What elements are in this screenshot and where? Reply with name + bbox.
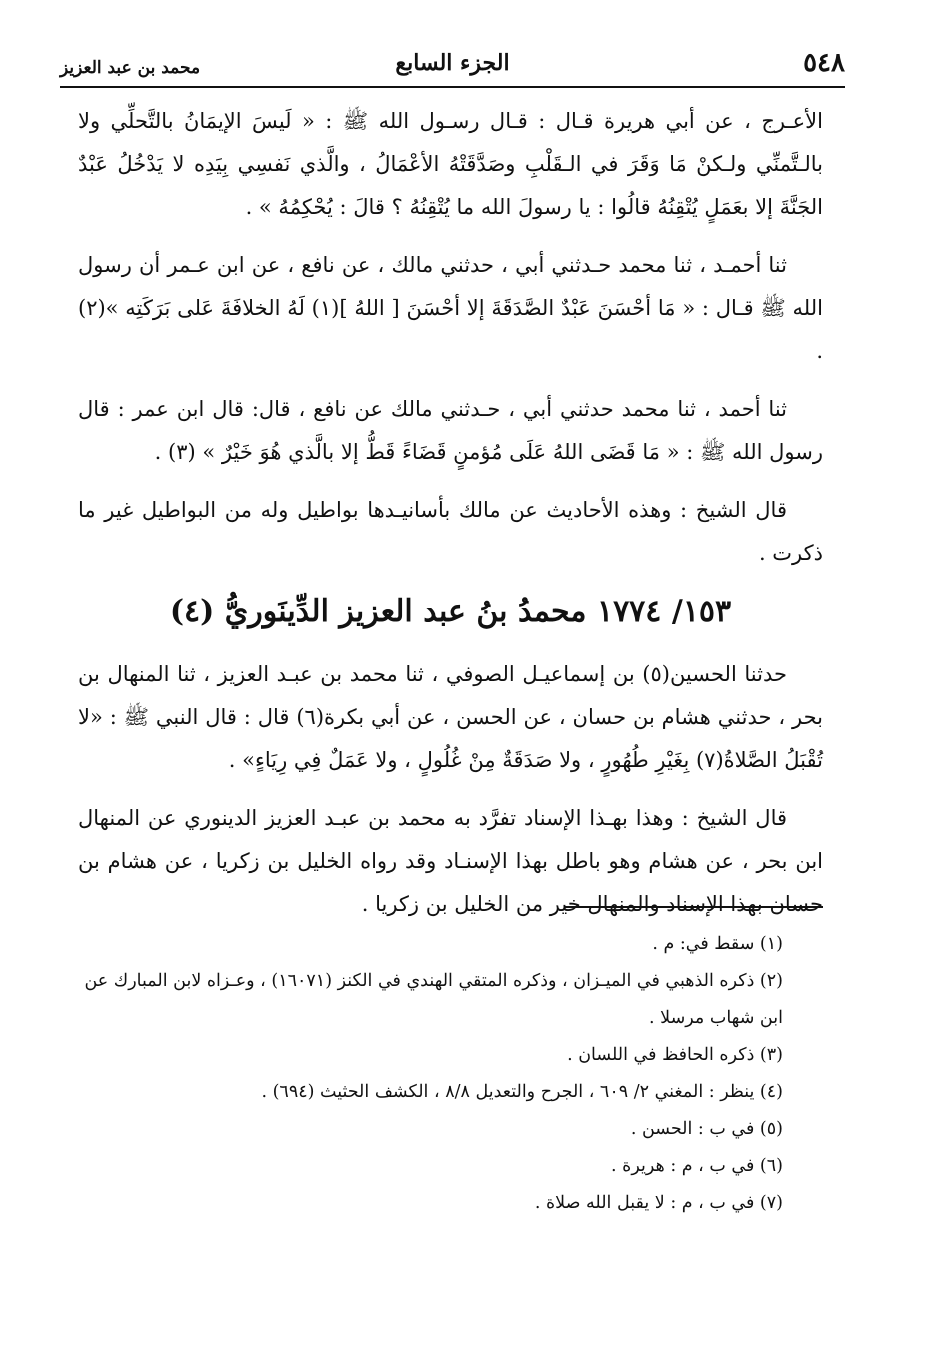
- hadith-paragraph: حدثنا الحسين(٥) بن إسماعيـل الصوفي ، ثنا محمد بن عبـد العزيز ، ثنا المنهال بن بحر ، حدثني هشام بن حسان ، عن الحسن ، عن أبي بكرة(٦) قال : قال النبي ﷺ : «لا تُقْبَلُ الصَّلاةُ(٧) بِغَيْرِ طُهُورٍ ، ولا صَدَقَةٌ مِنْ غُلُولٍ ، ولا عَمَلٌ فِي رِيَاءٍ» .: [78, 662, 823, 772]
- main-text: [78, 100, 823, 941]
- volume-title: الجزء السابع: [395, 50, 510, 76]
- hadith-paragraph: الأعـرج ، عن أبي هريرة قـال : قـال رسـول الله ﷺ : « لَيسَ الإيمَانُ بالتَّحلِّي ولا بالـتَّمنِّي ولـكنْ مَا وَقَرَ في الـقَلْبِ وصَدَّقَتْهُ الأعْمَالُ ، والَّذي نَفسِي بِيَدِه لا يَدْخُلُ عَبْدٌ الجَنَّةَ إلا بعَمَلٍ يُتْقِنُهُ قالُوا : يا رسولَ الله ما يُتْقِنُهُ ؟ قالَ : يُحْكِمُهُ » .: [78, 109, 823, 219]
- header-rule: [60, 86, 845, 88]
- footnote: (٦) في ب ، م : هريرة .: [611, 1156, 783, 1176]
- footnote: (٢) ذكره الذهبي في الميـزان ، وذكره المتقي الهندي في الكنز (١٦٠٧١) ، وعـزاه لابن المبارك عن ابن شهاب مرسلا .: [84, 971, 783, 1028]
- page-number: ٥٤٨: [803, 48, 845, 78]
- footnote: (٥) في ب : الحسن .: [630, 1119, 783, 1139]
- commentary-paragraph: قال الشيخ : وهذا بهـذا الإسناد تفرَّد به محمد بن عبـد العزيز الدينوري عن المنهال ابن بحر ، عن هشام وهو باطل بهذا الإسنـاد وقد رواه الخليل بن زكريا ، عن هشام بن حسان بهذا الإسناد والمنهال خير من الخليل بن زكريا .: [78, 806, 823, 916]
- page-header: [60, 44, 845, 88]
- footnote: (١) سقط في: م .: [652, 934, 783, 954]
- footnote-divider: [565, 906, 823, 908]
- footnotes: [78, 926, 823, 1222]
- footnote: (٣) ذكره الحافظ في اللسان .: [567, 1045, 783, 1065]
- running-title: محمد بن عبد العزيز: [60, 58, 201, 78]
- footnote: (٧) في ب ، م : لا يقبل الله صلاة .: [534, 1193, 783, 1213]
- hadith-paragraph: ثنا أحمـد ، ثنا محمد حـدثني أبي ، حدثني مالك ، عن نافع ، عن ابن عـمر أن رسول الله ﷺ قـال : « مَا أحْسَنَ عَبْدٌ الصَّدَقَةَ إلا أحْسَنَ [ اللهُ ](١) لَهُ الخلافَةَ عَلى بَرَكَتِه »(٢) .: [78, 253, 823, 363]
- section-heading: ١٥٣/ ١٧٧٤ محمدُ بنُ عبد العزيز الدِّينَوريُّ (٤): [169, 594, 732, 629]
- footnote: (٤) ينظر : المغني ٢/ ٦٠٩ ، الجرح والتعديل ٨/٨ ، الكشف الحثيث (٦٩٤) .: [261, 1082, 783, 1102]
- commentary-paragraph: قال الشيخ : وهذه الأحاديث عن مالك بأسانيـدها بواطيل وله من البواطيل غير ما ذكرت .: [78, 498, 823, 565]
- hadith-paragraph: ثنا أحمد ، ثنا محمد حدثني أبي ، حـدثني مالك عن نافع ، قال: قال ابن عمر : قال رسول الله ﷺ : « مَا قَضَى اللهُ عَلَى مُؤمنٍ قَضَاءً قَطُّ إلا بالَّذي هُوَ خَيْرٌ » (٣) .: [78, 397, 823, 464]
